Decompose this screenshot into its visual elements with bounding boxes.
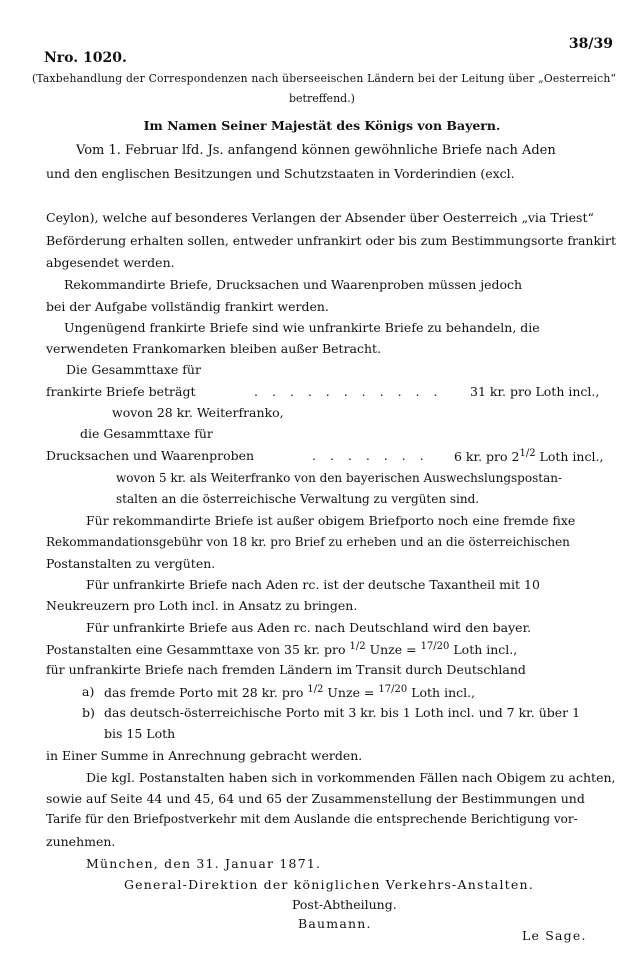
para6-fraction-half: 1/2 [349,641,366,652]
para4-line1: Für rekommandirte Briefe ist außer obigem Briefporto noch eine fremde fixe [86,513,576,528]
para1-line2: und den englischen Besitzungen und Schutzstaaten in Vorderindien (excl. [46,166,515,181]
para7-line4: zunehmen. [46,834,116,849]
tariff2-leader-dots: . . . . . . . [312,448,429,463]
item-a-text [104,684,475,700]
tariff1-heading: Die Gesammttaxe für [66,362,201,377]
para7-line2: sowie auf Seite 44 und 45, 64 und 65 der Zusammenstellung der Bestimmungen und [46,791,585,806]
tariff2-rate-fraction: 1/2 [519,448,536,459]
para6-line2-post: Loth incl., [449,642,518,658]
tariff2-note-line1: wovon 5 kr. als Weiterfranko von den bayerischen Auswechslungspostan- [116,471,563,485]
item-a-fraction-half: 1/2 [307,684,324,695]
para2-line1: Rekommandirte Briefe, Drucksachen und Waarenproben müssen jedoch [64,277,523,292]
para6-fraction-17-20: 17/20 [420,641,450,652]
para2-line2: bei der Aufgabe vollständig frankirt werden. [46,299,329,314]
item-a-post: Loth incl., [407,685,476,701]
para1-line4: Beförderung erhalten sollen, entweder unfrankirt oder bis zum Bestimmungsorte frankirt [46,233,617,248]
para4-line3: Postanstalten zu vergüten. [46,556,216,571]
subject-line-1: (Taxbehandlung der Correspondenzen nach überseeischen Ländern bei der Leitung über „Oesterreich“ [32,72,617,85]
para4-line2: Rekommandationsgebühr von 18 kr. pro Brief zu erheben und an die österreichischen [46,535,570,549]
date-line: München, den 31. Januar 1871. [86,856,322,871]
tariff2-rate [454,448,603,464]
tariff2-note-line2: stalten an die österreichische Verwaltung zu vergüten sind. [116,492,480,506]
item-b-line2: bis 15 Loth [104,726,176,741]
tariff2-heading: die Gesammttaxe für [80,426,213,441]
item-b-label: b) [82,705,95,720]
issue-number: Nro. 1020. [44,50,127,66]
item-a-pre: das fremde Porto mit 28 kr. pro [104,685,308,701]
para3-line1: Ungenügend frankirte Briefe sind wie unfrankirte Briefe zu behandeln, die [64,320,540,335]
countersignatory: Le Sage. [522,928,587,943]
para1-line3: Ceylon), welche auf besonderes Verlangen der Absender über Oesterreich „via Triest“ [46,210,594,225]
item-a-mid: Unze = [323,685,379,701]
para5-line2: Neukreuzern pro Loth incl. in Ansatz zu bringen. [46,598,358,613]
para7-line1: Die kgl. Postanstalten haben sich in vorkommenden Fällen nach Obigem zu achten, [86,770,616,785]
para6-line1: Für unfrankirte Briefe aus Aden rc. nach Deutschland wird den bayer. [86,620,532,635]
item-b-line1: das deutsch-österreichische Porto mit 3 kr. bis 1 Loth incl. und 7 kr. über 1 [104,705,581,720]
tariff2-rate-post: Loth incl., [535,449,604,465]
subject-line-2: betreffend.) [289,92,355,105]
tariff1-item: frankirte Briefe beträgt [46,384,196,399]
para1-line1: Vom 1. Februar lfd. Js. anfangend können gewöhnliche Briefe nach Aden [76,143,556,158]
para1-line5: abgesendet werden. [46,255,175,270]
tariff1-note: wovon 28 kr. Weiterfranko, [112,405,284,420]
para7-line3: Tarife für den Briefpostverkehr mit dem Auslande die entsprechende Berichtigung vor- [46,812,578,826]
para3-line2: verwendeten Frankomarken bleiben außer Betracht. [46,341,382,356]
item-a-label: a) [82,684,95,699]
tariff2-rate-pre: 6 kr. pro 2 [454,449,520,465]
para6-line2 [46,641,517,657]
page-number: 38/39 [568,36,613,52]
issuing-authority: General-Direktion der königlichen Verkehrs-Anstalten. [124,877,534,892]
signatory: Baumann. [298,916,372,931]
item-a-fraction-17-20: 17/20 [378,684,408,695]
para6-line2-mid: Unze = [365,642,421,658]
para6-line2-pre: Postanstalten eine Gesammttaxe von 35 kr. pro [46,642,350,658]
tariff2-item: Drucksachen und Waarenproben [46,448,255,463]
para6-line3: für unfrankirte Briefe nach fremden Ländern im Transit durch Deutschland [46,662,526,677]
invocation-heading: Im Namen Seiner Majestät des Königs von Bayern. [143,118,501,133]
tariff1-rate: 31 kr. pro Loth incl., [470,384,600,399]
para5-line1: Für unfrankirte Briefe nach Aden rc. ist der deutsche Taxantheil mit 10 [86,577,540,592]
division-name: Post-Abtheilung. [292,897,397,912]
tariff1-leader-dots: . . . . . . . . . . . [254,384,443,399]
para6-closing: in Einer Summe in Anrechnung gebracht werden. [46,748,363,763]
